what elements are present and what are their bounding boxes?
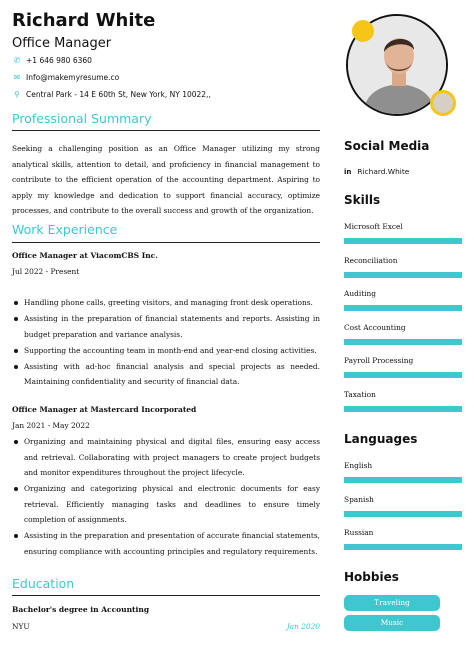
profile-photo-group <box>344 12 460 120</box>
education-degree: Bachelor's degree in Accounting <box>12 605 150 614</box>
bullet-item: Organizing and categorizing physical and electronic documents for easy retrieval. Efficiently managing tasks and deadlines to ensure timely completion of assignments. <box>12 481 320 528</box>
language-level-bar <box>344 544 462 550</box>
skill-level-bar <box>344 305 462 311</box>
job-date-2: Jan 2021 - May 2022 <box>12 421 90 430</box>
candidate-role: Office Manager <box>12 36 112 51</box>
bullet-item: Assisting in the preparation and presentation of accurate financial statements, ensuring compliance with accounting principles and regulatory requirements. <box>12 528 320 559</box>
skill-label: Microsoft Excel <box>344 222 403 231</box>
contact-email <box>12 73 119 82</box>
skill-level-bar <box>344 406 462 412</box>
language-level-bar <box>344 477 462 483</box>
skill-label: Taxation <box>344 389 376 399</box>
skills-heading: Skills <box>344 193 381 207</box>
candidate-name: Richard White <box>12 10 156 31</box>
bullet-item: Handling phone calls, greeting visitors, and managing front desk operations. <box>12 295 320 311</box>
skill-level-bar <box>344 339 462 345</box>
contact-address <box>12 90 211 99</box>
skill-level-bar <box>344 238 462 244</box>
skill-label: Cost Accounting <box>344 322 406 332</box>
job-bullets-1 <box>12 295 320 390</box>
bullet-item: Assisting with ad-hoc financial analysis and special projects as needed. Maintaining confidentiality and security of financial data. <box>12 359 320 390</box>
summary-text: Seeking a challenging position as an Office Manager utilizing my strong analytical skills, attention to detail, and proficiency in financial management to contribute to the efficient operation of the accounting department. Aspiring to apply my knowledge and dedication to support financial accuracy, optimize processes, and contribute to the overall success and growth of the organization. <box>12 144 320 215</box>
education-divider <box>12 595 320 596</box>
linkedin-handle: Richard.White <box>357 167 410 176</box>
job-bullets-2 <box>12 434 320 560</box>
summary-heading: Professional Summary <box>12 111 152 126</box>
social-heading: Social Media <box>344 139 430 153</box>
mail-icon: ✉ <box>13 73 21 82</box>
job-title-1: Office Manager at ViacomCBS Inc. <box>12 251 158 260</box>
education-date: Jan 2020 <box>286 622 320 631</box>
decorative-dot <box>352 20 374 42</box>
experience-divider <box>12 242 320 243</box>
bullet-item: Organizing and maintaining physical and digital files, ensuring easy access and retrieval. Collaborating with project managers to create project budgets and monitor expenditures throughout the project lifecycle. <box>12 434 320 481</box>
phone-text: +1 646 980 6360 <box>26 56 92 65</box>
skill-level-bar <box>344 372 462 378</box>
email-text: Info@makemyresume.co <box>26 73 120 82</box>
bullet-item: Supporting the accounting team in month-end and year-end closing activities. <box>12 343 320 359</box>
phone-icon: ✆ <box>13 56 21 65</box>
education-heading: Education <box>12 576 75 591</box>
language-label: Spanish <box>344 494 374 504</box>
language-label: English <box>344 461 373 470</box>
job-date-1: Jul 2022 - Present <box>12 267 80 276</box>
social-linkedin[interactable] <box>344 167 409 176</box>
hobby-pill: Traveling <box>344 595 440 611</box>
linkedin-icon: in <box>344 167 352 176</box>
bullet-item: Assisting in the preparation of financial statements and reports. Assisting in budget preparation and variance analysis. <box>12 311 320 342</box>
location-pin-icon: ⚲ <box>14 90 20 99</box>
job-title-2: Office Manager at Mastercard Incorporated <box>12 405 197 414</box>
address-text: Central Park - 14 E 60th St, New York, NY 10022,, <box>26 90 211 99</box>
languages-heading: Languages <box>344 432 418 446</box>
skill-level-bar <box>344 272 462 278</box>
skill-label: Payroll Processing <box>344 356 414 365</box>
summary-divider <box>12 130 320 131</box>
hobbies-heading: Hobbies <box>344 570 399 584</box>
language-level-bar <box>344 511 462 517</box>
contact-phone <box>12 56 92 65</box>
language-label: Russian <box>344 528 374 537</box>
skill-label: Auditing <box>344 289 377 298</box>
hobby-pill: Music <box>344 615 440 631</box>
experience-heading: Work Experience <box>12 222 118 237</box>
decorative-dot <box>433 93 453 113</box>
education-school: NYU <box>12 622 30 631</box>
skill-label: Reconciliation <box>344 255 398 265</box>
